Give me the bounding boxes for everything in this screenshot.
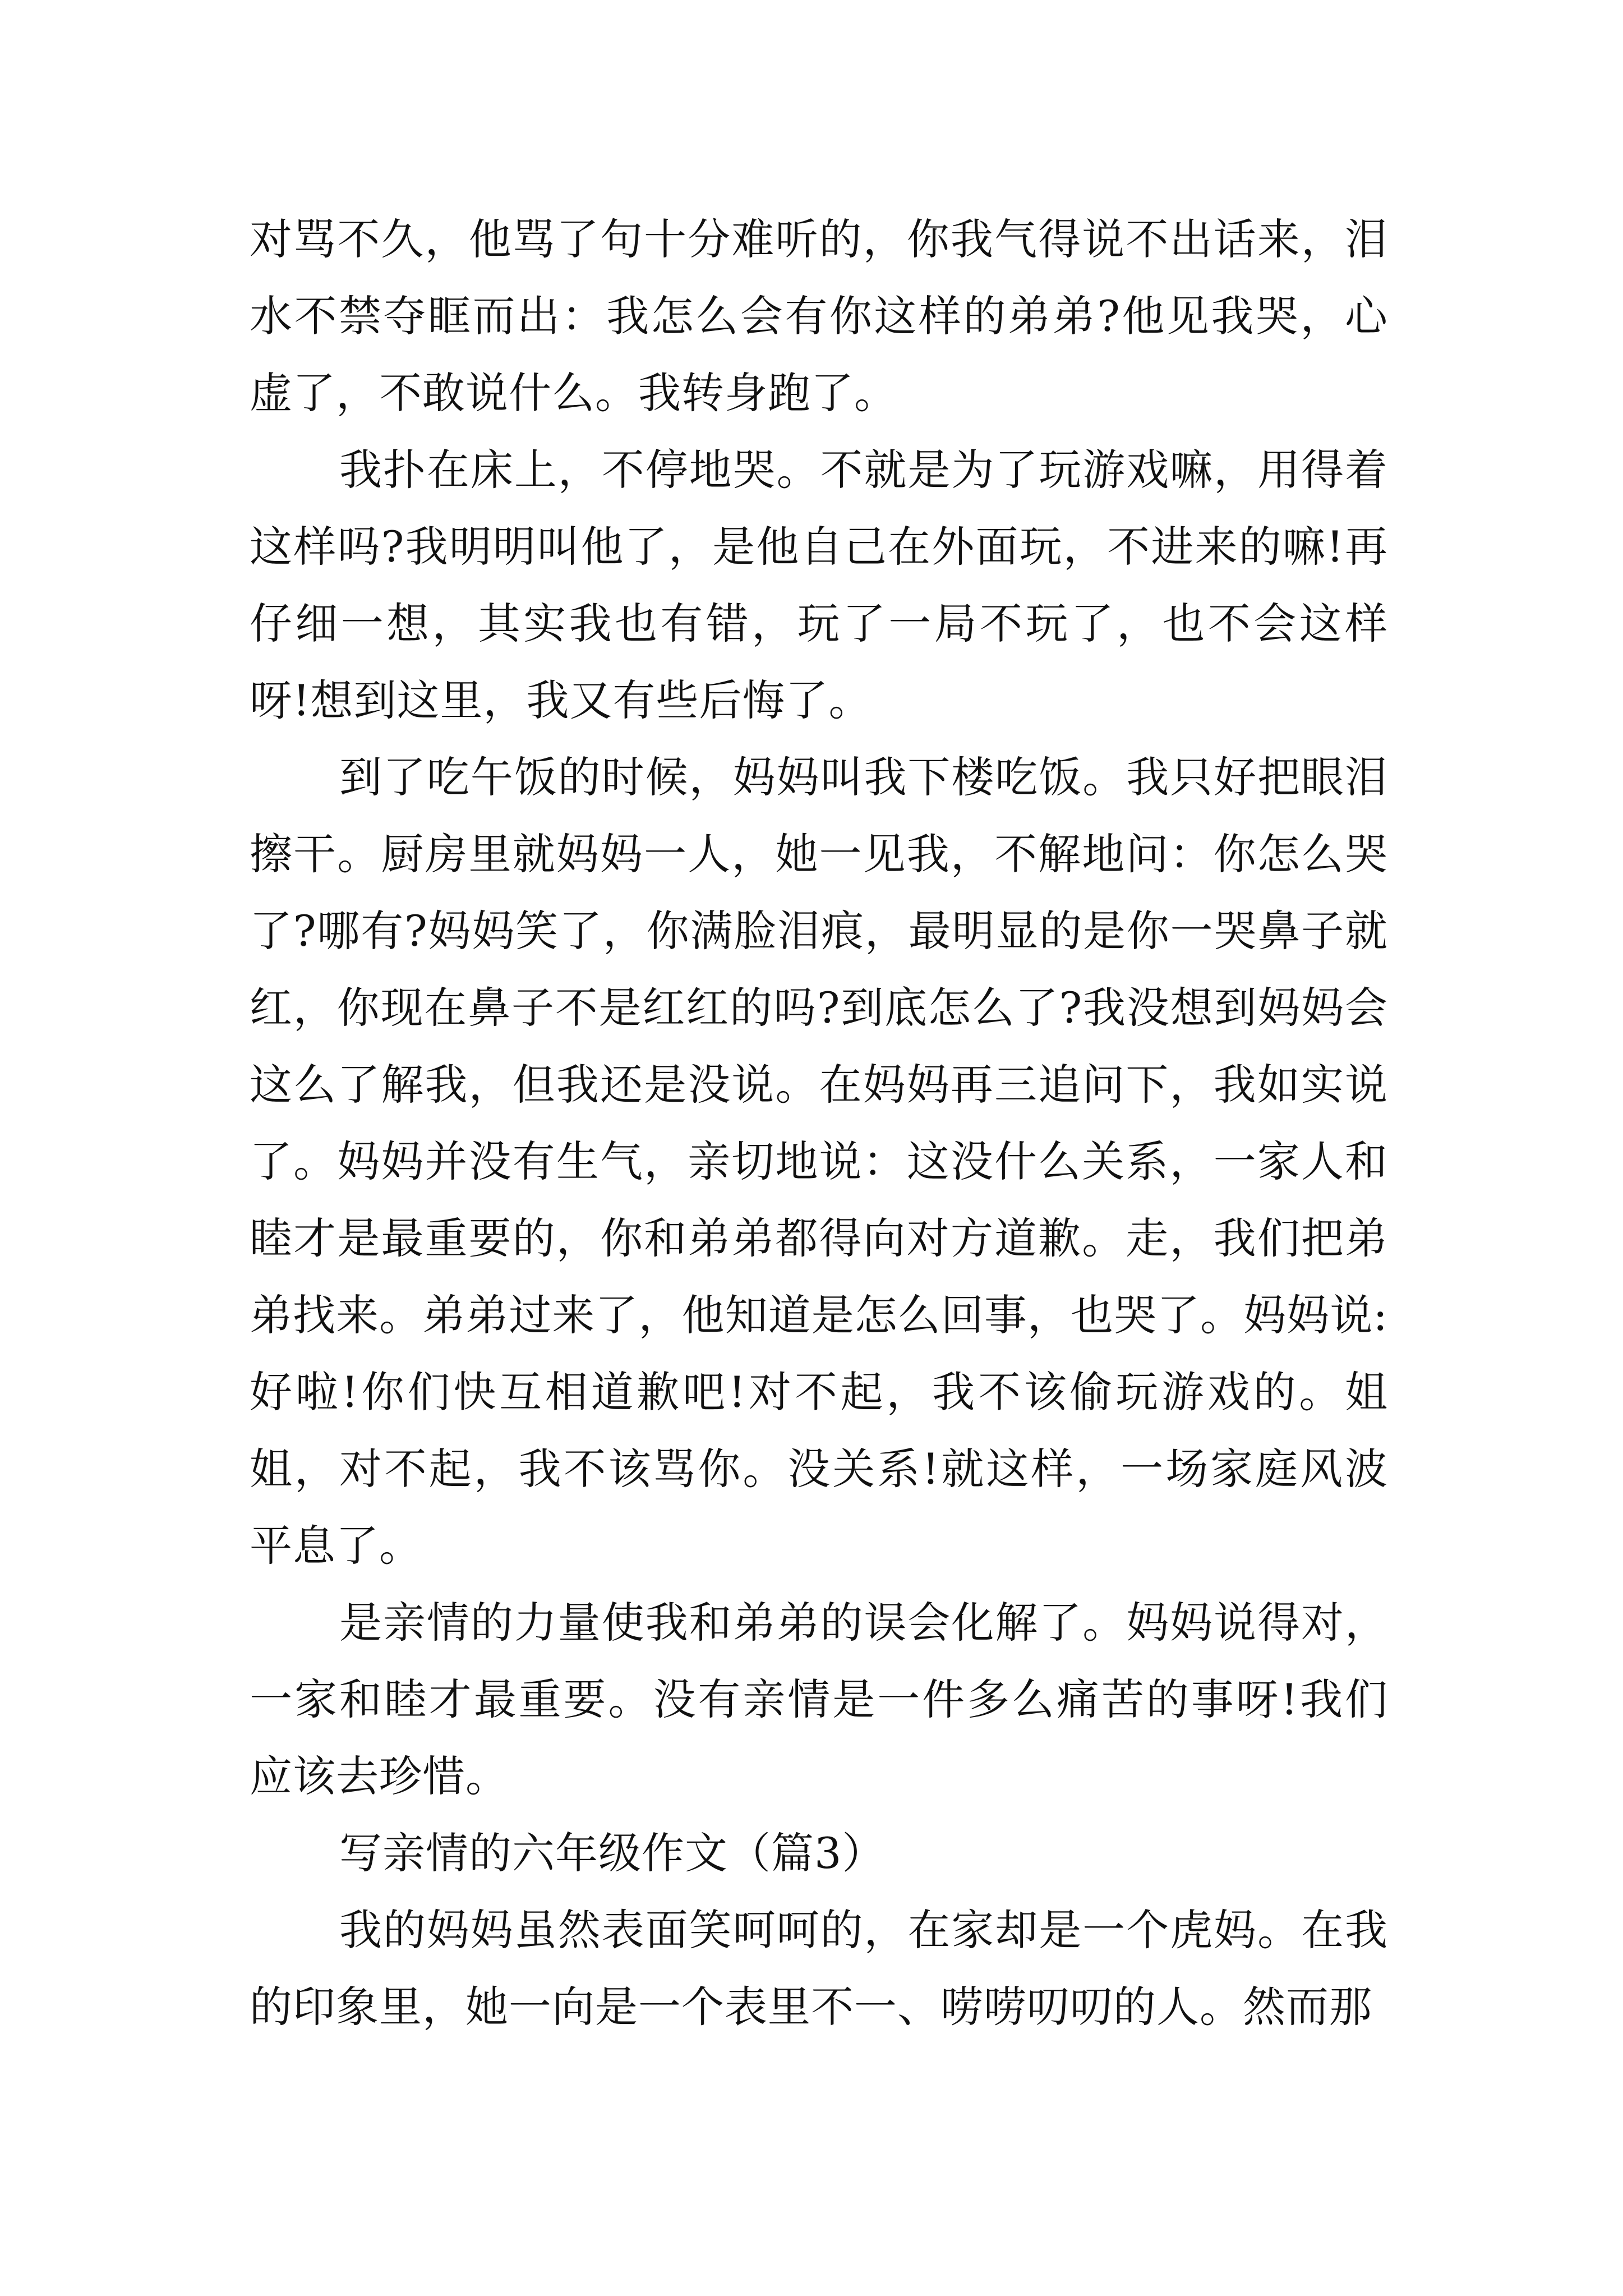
paragraph-3: 到了吃午饭的时候，妈妈叫我下楼吃饭。我只好把眼泪擦干。厨房里就妈妈一人，她一见我，不解地问：你怎么哭了?哪有?妈妈笑了，你满脸泪痕，最明显的是你一哭鼻子就红，你现在鼻子不是红红的吗?到底怎么了?我没想到妈妈会这么了解我，但我还是没说。在妈妈再三追问下，我如实说了。妈妈并没有生气，亲切地说：这没什么关系，一家人和睦才是最重要的，你和弟弟都得向对方道歉。走，我们把弟弟找来。弟弟过来了，他知道是怎么回事，也哭了。妈妈说:好啦!你们快互相道歉吧!对不起，我不该偷玩游戏的。姐姐，对不起，我不该骂你。没关系!就这样，一场家庭风波平息了。 [250, 752, 1388, 1571]
section-heading: 写亲情的六年级作文（篇3） [339, 1828, 886, 1878]
paragraph-4: 是亲情的力量使我和弟弟的误会化解了。妈妈说得对，一家和睦才最重要。没有亲情是一件多么痛苦的事呀!我们应该去珍惜。 [250, 1598, 1388, 1801]
paragraph-5: 我的妈妈虽然表面笑呵呵的，在家却是一个虎妈。在我的印象里，她一向是一个表里不一、唠唠叨叨的人。然而那 [250, 1905, 1388, 2032]
paragraph-2: 我扑在床上，不停地哭。不就是为了玩游戏嘛，用得着这样吗?我明明叫他了，是他自己在外面玩，不进来的嘛!再仔细一想，其实我也有错，玩了一局不玩了，也不会这样呀!想到这里，我又有些后悔了。 [250, 445, 1388, 725]
paragraph-1: 对骂不久，他骂了句十分难听的，你我气得说不出话来，泪水不禁夺眶而出：我怎么会有你这样的弟弟?他见我哭，心虚了，不敢说什么。我转身跑了。 [250, 214, 1388, 418]
document-body [250, 201, 1388, 2045]
